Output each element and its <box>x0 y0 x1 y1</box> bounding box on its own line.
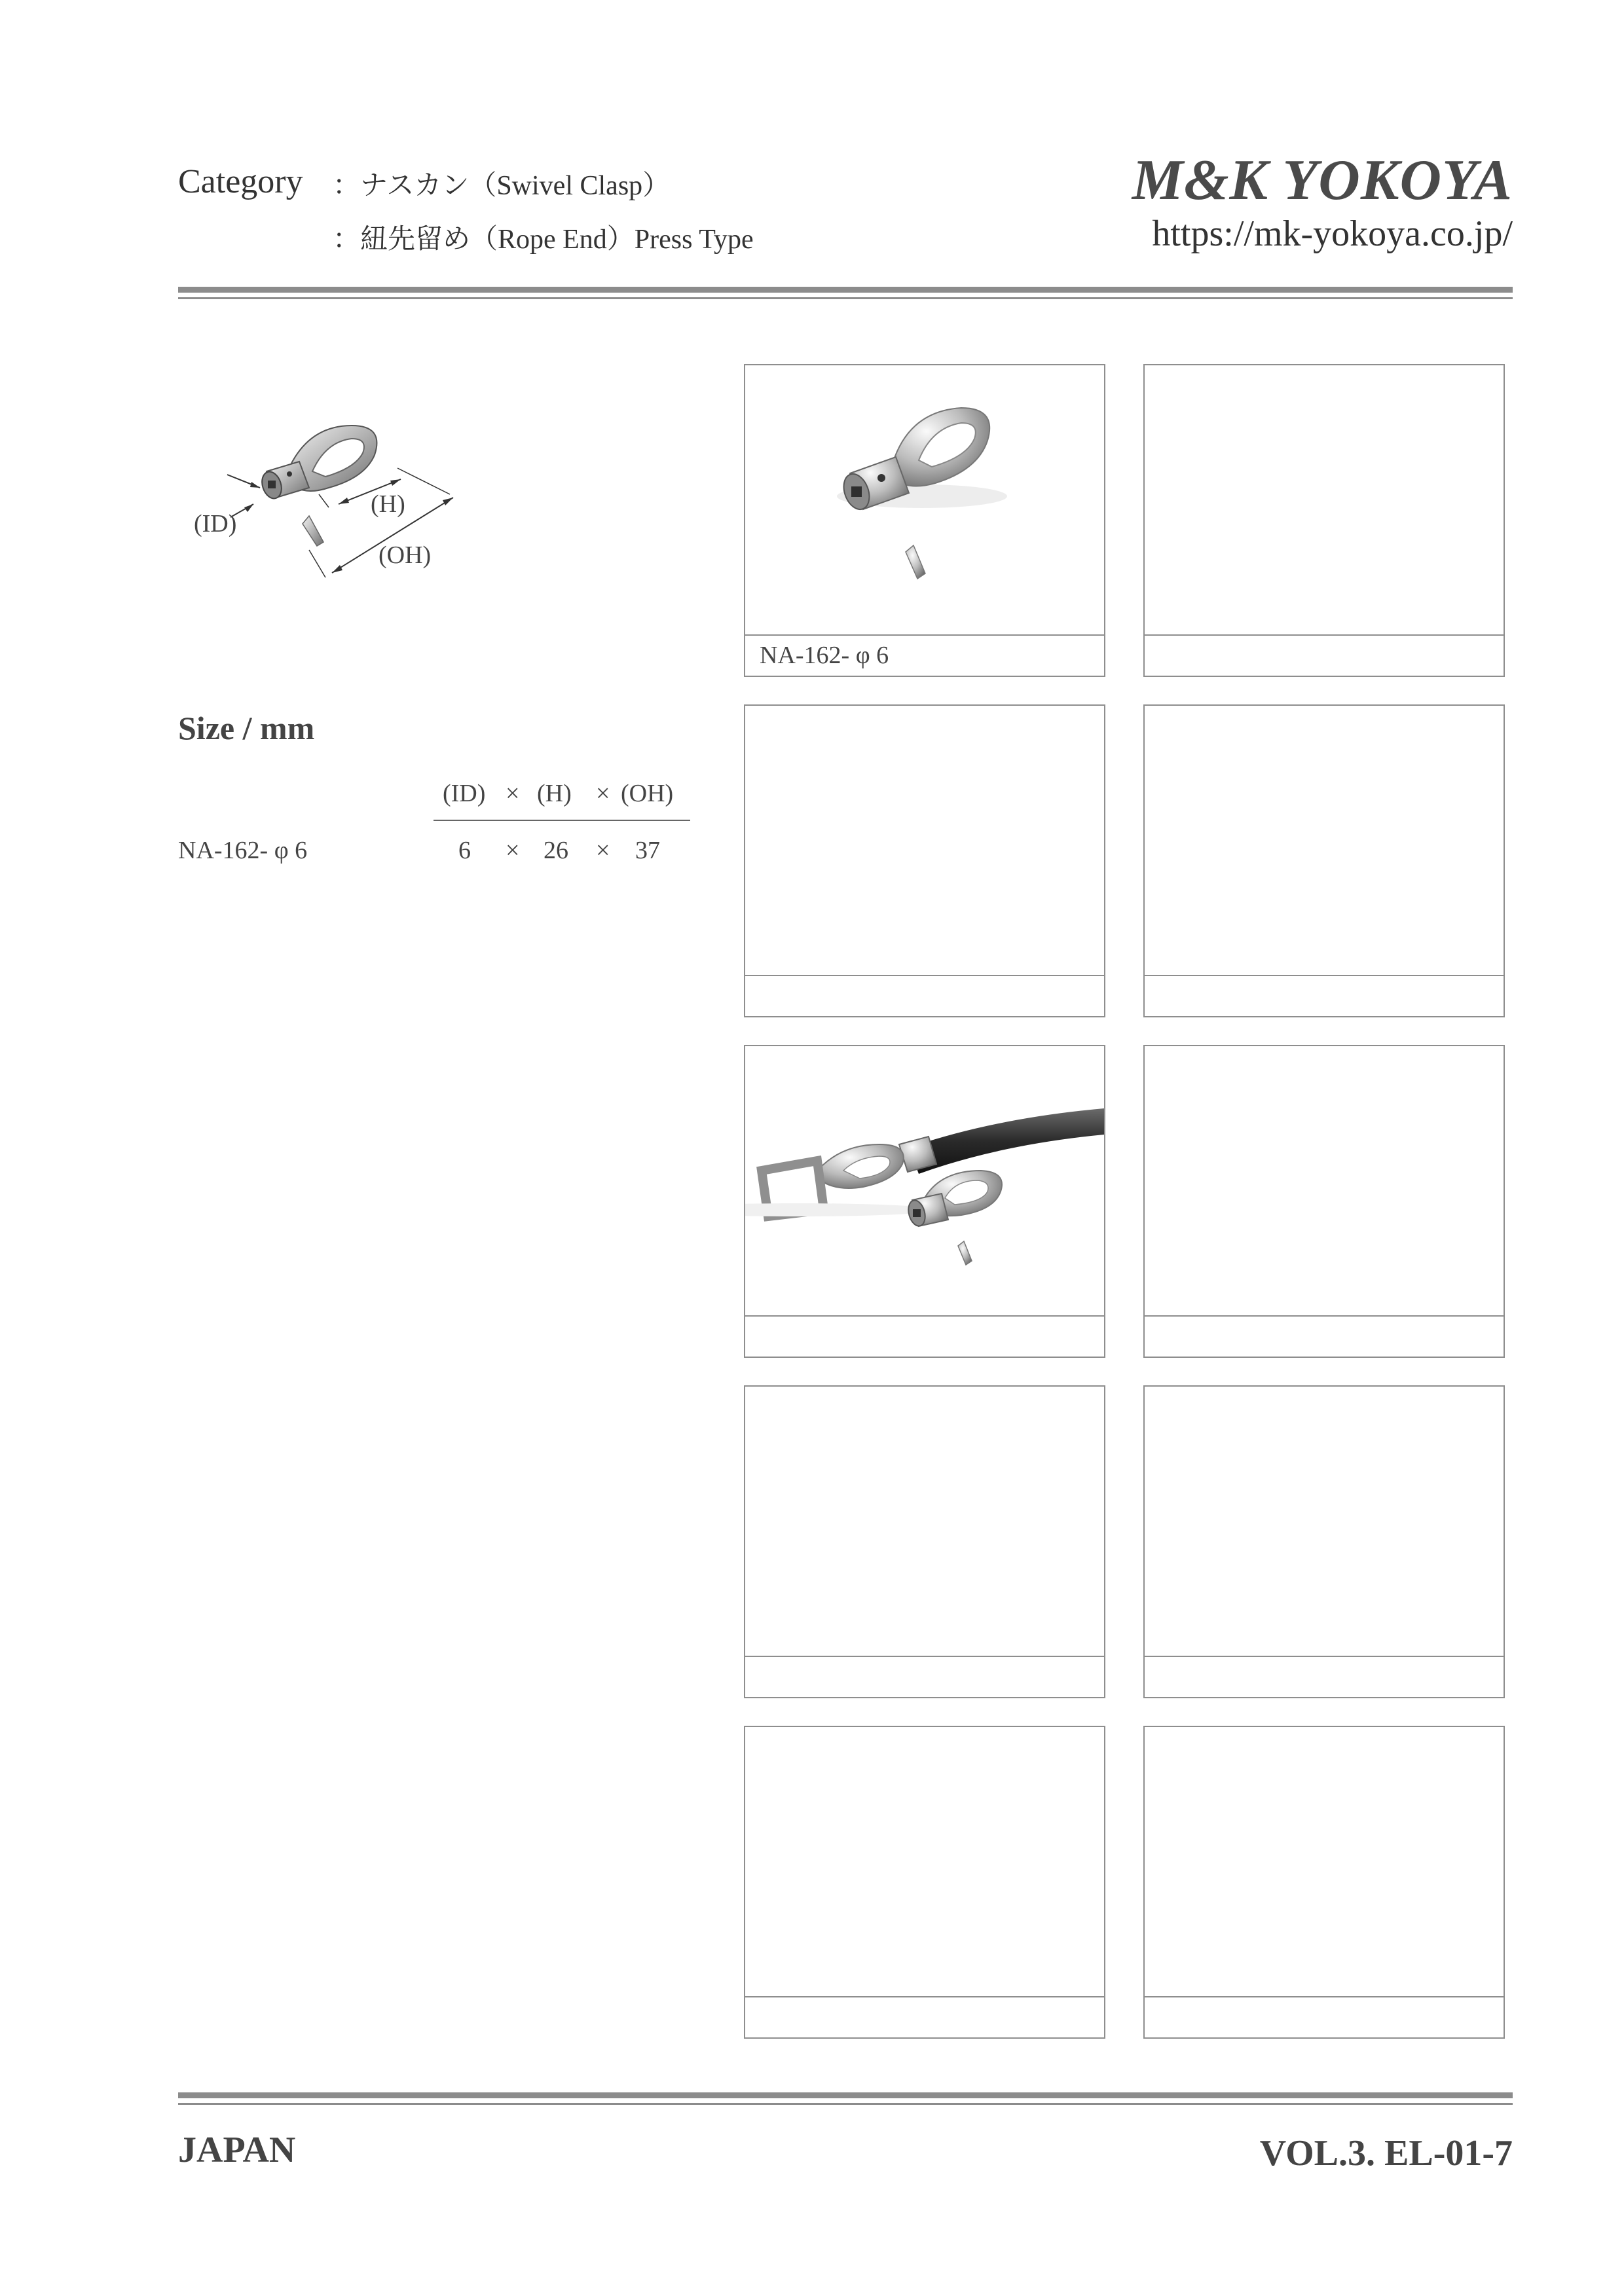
product-card[interactable] <box>744 1385 1105 1698</box>
product-card[interactable] <box>1143 364 1505 677</box>
product-card[interactable] <box>744 704 1105 1017</box>
clasp-with-rope-photo-icon <box>745 1046 1104 1315</box>
header-id: (ID) <box>443 780 486 807</box>
product-card[interactable] <box>1143 1385 1505 1698</box>
header-rule-thick <box>178 287 1513 293</box>
product-card[interactable] <box>744 1045 1105 1358</box>
brand-url[interactable]: https://mk-yokoya.co.jp/ <box>1152 213 1513 254</box>
product-card[interactable] <box>744 364 1105 677</box>
card-caption <box>1145 1315 1504 1357</box>
size-times-1: × <box>506 837 520 864</box>
product-photo <box>745 1727 1104 1996</box>
product-photo <box>1145 365 1504 634</box>
footer-page-code: VOL.3. EL-01-7 <box>1259 2133 1513 2174</box>
card-caption <box>745 975 1104 1016</box>
header-h: (H) <box>537 780 572 807</box>
footer-country: JAPAN <box>178 2130 296 2170</box>
header-times-2: × <box>596 780 610 807</box>
category-label: Category <box>178 163 303 200</box>
product-card[interactable] <box>1143 1726 1505 2039</box>
size-row-model: NA-162- φ 6 <box>178 837 308 864</box>
diagram-label-h: (H) <box>371 490 405 518</box>
card-caption <box>1145 634 1504 676</box>
header-times-1: × <box>506 780 520 807</box>
card-caption: NA-162- φ 6 <box>745 634 1104 676</box>
card-caption <box>745 1996 1104 2037</box>
size-value-id: 6 <box>458 837 471 864</box>
card-caption <box>1145 975 1504 1016</box>
diagram-label-id: (ID) <box>194 510 237 538</box>
product-card[interactable] <box>1143 704 1505 1017</box>
size-value-oh: 37 <box>635 837 660 864</box>
product-photo <box>745 365 1104 634</box>
product-card[interactable] <box>1143 1045 1505 1358</box>
header-oh: (OH) <box>621 780 674 807</box>
product-photo <box>745 1046 1104 1315</box>
product-photo <box>1145 706 1504 975</box>
brand-name: M&K YOKOYA <box>1132 149 1513 212</box>
diagram-label-oh: (OH) <box>378 541 432 569</box>
footer-rule-thin <box>178 2103 1513 2105</box>
footer-rule-thick <box>178 2092 1513 2098</box>
size-table-rule <box>434 820 690 821</box>
size-title: Size / mm <box>178 710 315 746</box>
product-card[interactable] <box>744 1726 1105 2039</box>
card-caption <box>745 1656 1104 1697</box>
product-photo <box>1145 1387 1504 1656</box>
header-rule-thin <box>178 297 1513 299</box>
card-caption <box>745 1315 1104 1357</box>
size-times-2: × <box>596 837 610 864</box>
product-photo <box>745 1387 1104 1656</box>
category-line-2: ：紐先留め（Rope End）Press Type <box>333 225 754 255</box>
product-photo <box>745 706 1104 975</box>
size-value-h: 26 <box>544 837 568 864</box>
card-caption <box>1145 1656 1504 1697</box>
product-photo <box>1145 1727 1504 1996</box>
card-caption <box>1145 1996 1504 2037</box>
category-line-1: ：ナスカン（Swivel Clasp） <box>333 171 671 201</box>
product-photo <box>1145 1046 1504 1315</box>
dimension-diagram <box>178 406 479 602</box>
swivel-clasp-diagram-icon <box>178 406 479 602</box>
swivel-clasp-photo-icon <box>745 365 1104 634</box>
